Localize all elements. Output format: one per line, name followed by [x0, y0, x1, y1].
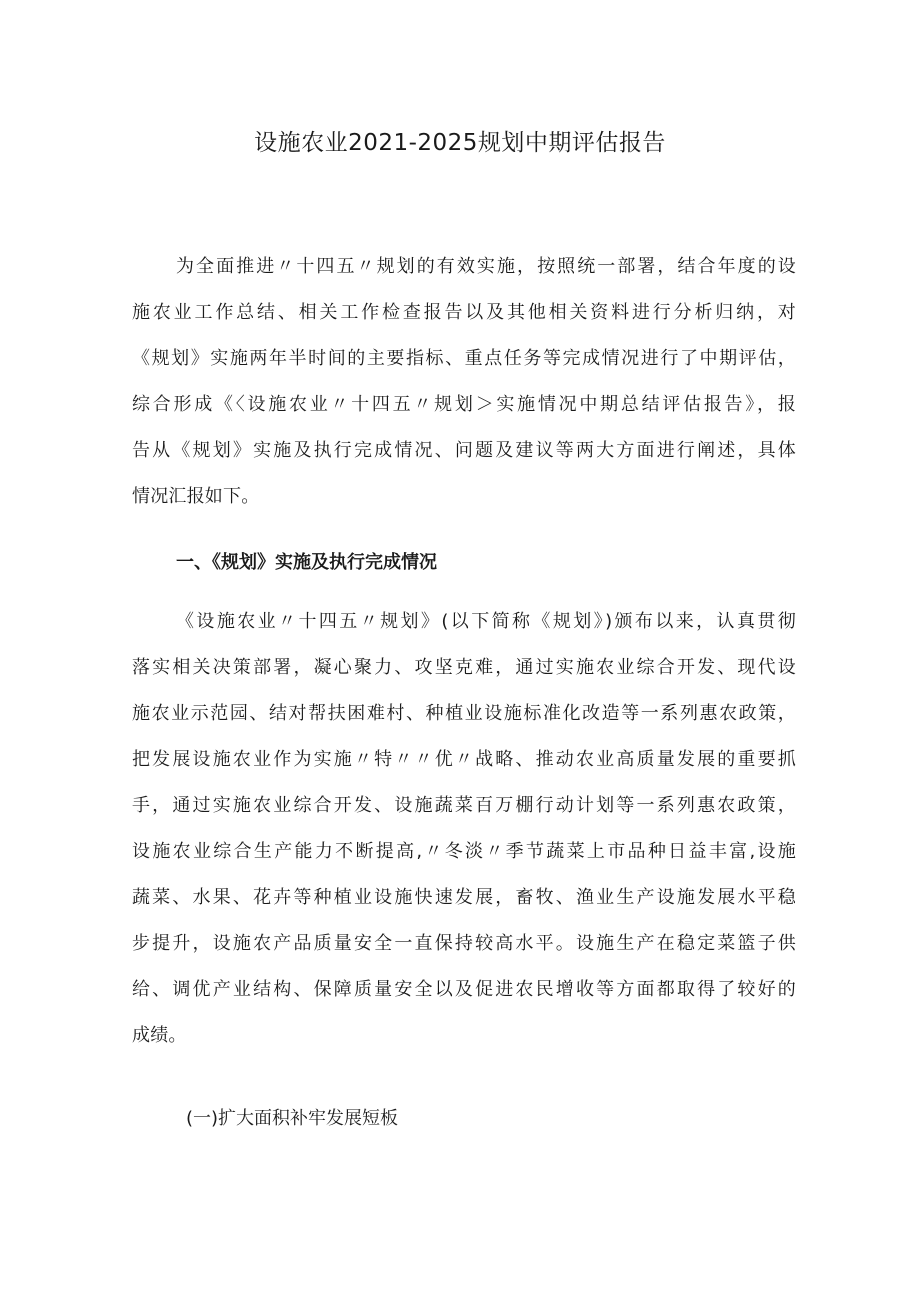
text-line: 蔬菜、水果、花卉等种植业设施快速发展，畜牧、渔业生产设施发展水平稳	[132, 887, 796, 908]
document-title: 设施农业2021-2025规划中期评估报告	[254, 130, 666, 156]
text-line: 成绩。	[132, 1025, 187, 1046]
text-line: 施农业示范园、结对帮扶困难村、种植业设施标准化改造等一系列惠农政策，	[132, 703, 796, 724]
subsection-heading: (一)扩大面积补牢发展短板	[186, 1108, 399, 1129]
text-line: 把发展设施农业作为实施〃特〃〃优〃战略、推动农业高质量发展的重要抓	[132, 749, 796, 770]
text-line: 设施农业综合生产能力不断提高,〃冬淡〃季节蔬菜上市品种日益丰富,设施	[132, 841, 796, 862]
section-heading: 一、《规划》实施及执行完成情况	[176, 552, 437, 573]
text-line: 《规划》实施两年半时间的主要指标、重点任务等完成情况进行了中期评估，	[132, 348, 796, 369]
text-line: 手，通过实施农业综合开发、设施蔬菜百万棚行动计划等一系列惠农政策，	[132, 795, 796, 816]
text-line: 落实相关决策部署，凝心聚力、攻坚克难，通过实施农业综合开发、现代设	[132, 657, 796, 678]
text-line: 施农业工作总结、相关工作检查报告以及其他相关资料进行分析归纳，对	[132, 302, 796, 323]
text-line: 告从《规划》实施及执行完成情况、问题及建议等两大方面进行阐述，具体	[132, 440, 796, 461]
text-line: 步提升，设施农产品质量安全一直保持较高水平。设施生产在稳定菜篮子供	[132, 933, 796, 954]
text-line: 《设施农业〃十四五〃规划》(以下简称《规划》)颁布以来，认真贯彻	[176, 611, 796, 632]
text-line: 综合形成《〈设施农业〃十四五〃规划＞实施情况中期总结评估报告》，报	[132, 394, 796, 415]
intro-paragraph	[132, 244, 796, 520]
text-line: 给、调优产业结构、保障质量安全以及促进农民增收等方面都取得了较好的	[132, 979, 796, 1000]
text-line: 情况汇报如下。	[132, 486, 260, 507]
section-paragraph	[132, 599, 796, 1059]
text-line: 为全面推进〃十四五〃规划的有效实施，按照统一部署，结合年度的设	[176, 256, 796, 277]
